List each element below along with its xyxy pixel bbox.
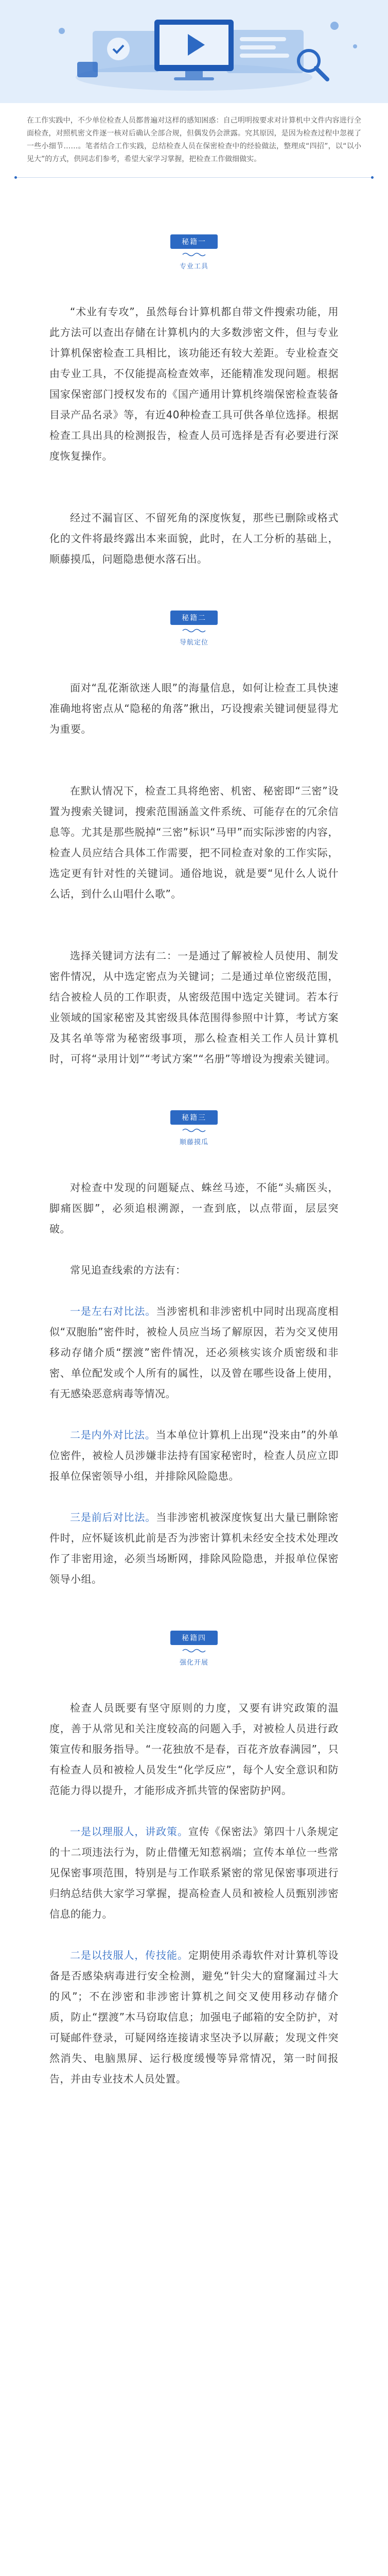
badge-subtitle: 强化开展 <box>179 1659 208 1667</box>
section-1 <box>0 234 388 569</box>
highlight-lead: 三是前后对比法。 <box>70 1511 156 1523</box>
paragraph <box>49 1177 339 1239</box>
text-run: 宣传《保密法》第四十八条规定的十二项违法行为，防止借懂无知惹祸端；宣传本单位一些常见保密事项范围，特别是与工作联系紧密的常见保密事项进行归纳总结供大家学习掌握，提高检查人员和被检人员甄别涉密信息的能力。 <box>49 1825 339 1920</box>
highlight-lead: 一是以理服人，讲政策。 <box>70 1825 188 1838</box>
intro-text: 在工作实践中，不少单位检查人员都普遍对这样的感知困惑：自己明明按要求对计算机中文件内容进行全面检查，对照机密文件逐一核对后确认全部合规，但偶发仍会泄露。究其原因，是因为检查过程中忽视了一些小细节……。笔者结合工作实践，总结检查人员在保密检查中的经验做法，整理成“四招”，以“以小见大”的方式，供同志们参考，希望大家学习掌握，把检查工作做细做实。 <box>27 116 361 163</box>
paragraph <box>49 1260 339 1280</box>
paragraph <box>49 1301 339 1404</box>
text-run: 定期使用杀毒软件对计算机等设备是否感染病毒进行安全检测，避免“针尖大的窟窿漏过斗大的风”；不在涉密和非涉密计算机之间交叉使用移动存储介质，防止“摆渡”木马窃取信息；加强电子邮箱的安全防护，对可疑邮件登录，可疑网络连接请求坚决予以屏蔽；发现文件突然消失、电脑黑屏、运行极度缓慢等异常情况，第一时间报告，并由专业技术人员处置。 <box>49 1949 339 2085</box>
section-2 <box>0 611 388 1069</box>
highlight-lead: 一是左右对比法。 <box>70 1305 156 1317</box>
wave-icon <box>182 1128 206 1132</box>
text-run: 当本单位计算机上出现“没来由”的外单位密件，被检人员涉嫌非法持有国家秘密时，检查人员应立即报单位保密领导小组，并排除风险隐患。 <box>49 1429 339 1482</box>
paragraph <box>49 945 339 1069</box>
text-run: 在默认情况下，检查工具将绝密、机密、秘密即“三密”设置为搜索关键词，搜索范围涵盖文件系统、可能存在的冗余信息等。尤其是那些脱掉“三密”标识“马甲”而实际涉密的内容，检查人员应结合具体工作需要，把不同检查对象的工作实际，选定更有针对性的关键词。通俗地说，就是要“见什么人说什么话，到什么山唱什么歌”。 <box>49 785 339 900</box>
text-run: “术业有专攻”，虽然每台计算机都自带文件搜索功能，用此方法可以查出存储在计算机内的大多数涉密文件，但与专业计算机保密检查工具相比，该功能还有较大差距。专业检查交由专业工具，不仅能提高检查效率，还能精准发现问题。根据国家保密部门授权发布的《国产通用计算机终端保密检查装备目录产品名录》等，有近40种检查工具可供各单位选择。根据检查工具出具的检测报告，检查人员可选择是否有必要进行深度恢复操作。 <box>49 306 339 462</box>
badge-label: 秘籍二 <box>170 611 218 625</box>
section-4 <box>0 1631 388 2089</box>
badge-subtitle: 专业工具 <box>179 263 208 270</box>
text-run: 经过不漏盲区、不留死角的深度恢复，那些已删除或格式化的文件将最终露出本来面貌，此时，在人工分析的基础上，顺藤摸瓜，问题隐患便水落石出。 <box>49 512 339 565</box>
section-badge <box>166 234 222 270</box>
section-badge <box>166 1110 222 1146</box>
highlight-lead: 二是内外对比法。 <box>70 1429 156 1441</box>
text-run: 面对“乱花渐欲迷人眼”的海量信息，如何让检查工具快速准确地将密点从“隐秘的角落”揪出，巧设搜索关键词便显得尤为重要。 <box>49 682 339 735</box>
text-run: 选择关键词方法有二：一是通过了解被检人员使用、制发密件情况，从中选定密点为关键词；二是通过单位密级范围，结合被检人员的工作职责，从密级范围中选定关键词。若本行业领域的国家秘密及其密级具体范围得参照中计算，考试方案及其名单等常为秘密级事项，那么检查相关工作人员计算机时，可将“录用计划”“考试方案”“名册”等增设为搜索关键词。 <box>49 950 339 1065</box>
text-run: 检查人员既要有坚守原则的力度，又要有讲究政策的温度，善于从常见和关注度较高的问题入手，对被检人员进行政策宣传和服务指导。“一花独放不是春，百花齐放春满园”，只有检查人员和被检人员发生“化学反应”，每个人安全意识和防范能力得以提升，才能形成齐抓共管的保密防护网。 <box>49 1702 339 1797</box>
text-run: 常见追查线索的方法有： <box>70 1264 186 1276</box>
text-run: 对检查中发现的问题疑点、蛛丝马迹，不能“头痛医头，脚痛医脚”，必须追根溯源，一查到底，以点带面，层层突破。 <box>49 1181 339 1235</box>
wave-icon <box>182 1649 206 1653</box>
text-run: 当非涉密机被深度恢复出大量已删除密件时，应怀疑该机此前是否为涉密计算机未经安全技术处理改作了非密用途，必须当场断网，排除风险隐患，并报单位保密领导小组。 <box>49 1511 339 1585</box>
section-badge <box>166 611 222 647</box>
text-run: 当涉密机和非涉密机中同时出现高度相似“双胞胎”密件时，被检人员应当场了解原因，若为交叉使用移动存储介质“摆渡”密件情况，还必须核实该介质密级和非密、单位配发或个人所有的属性，以及曾在哪些设备上使用，有无感染恶意病毒等情况。 <box>49 1305 339 1400</box>
hero-illustration <box>0 0 388 103</box>
badge-label: 秘籍一 <box>170 234 218 249</box>
section-body <box>0 301 388 569</box>
paragraph <box>49 1507 339 1589</box>
section-3 <box>0 1110 388 1589</box>
paragraph <box>49 1698 339 1801</box>
section-body <box>0 1698 388 2089</box>
divider-dot-right <box>371 176 374 179</box>
hero-banner <box>0 0 388 103</box>
badge-label: 秘籍三 <box>170 1110 218 1125</box>
divider-dot-left <box>14 176 17 179</box>
section-badge <box>166 1631 222 1667</box>
section-body <box>0 1177 388 1589</box>
paragraph <box>49 1425 339 1486</box>
wave-icon <box>182 629 206 633</box>
wave-icon <box>182 252 206 257</box>
section-body <box>0 677 388 1069</box>
badge-label: 秘籍四 <box>170 1631 218 1645</box>
badge-subtitle: 导航定位 <box>179 639 208 647</box>
paragraph <box>49 1945 339 2089</box>
paragraph <box>49 507 339 569</box>
paragraph <box>49 301 339 466</box>
badge-subtitle: 顺藤摸瓜 <box>179 1139 208 1146</box>
paragraph <box>49 677 339 739</box>
intro-box <box>14 114 374 178</box>
paragraph <box>49 781 339 904</box>
highlight-lead: 二是以技服人，传技能。 <box>70 1949 188 1961</box>
paragraph <box>49 1821 339 1924</box>
